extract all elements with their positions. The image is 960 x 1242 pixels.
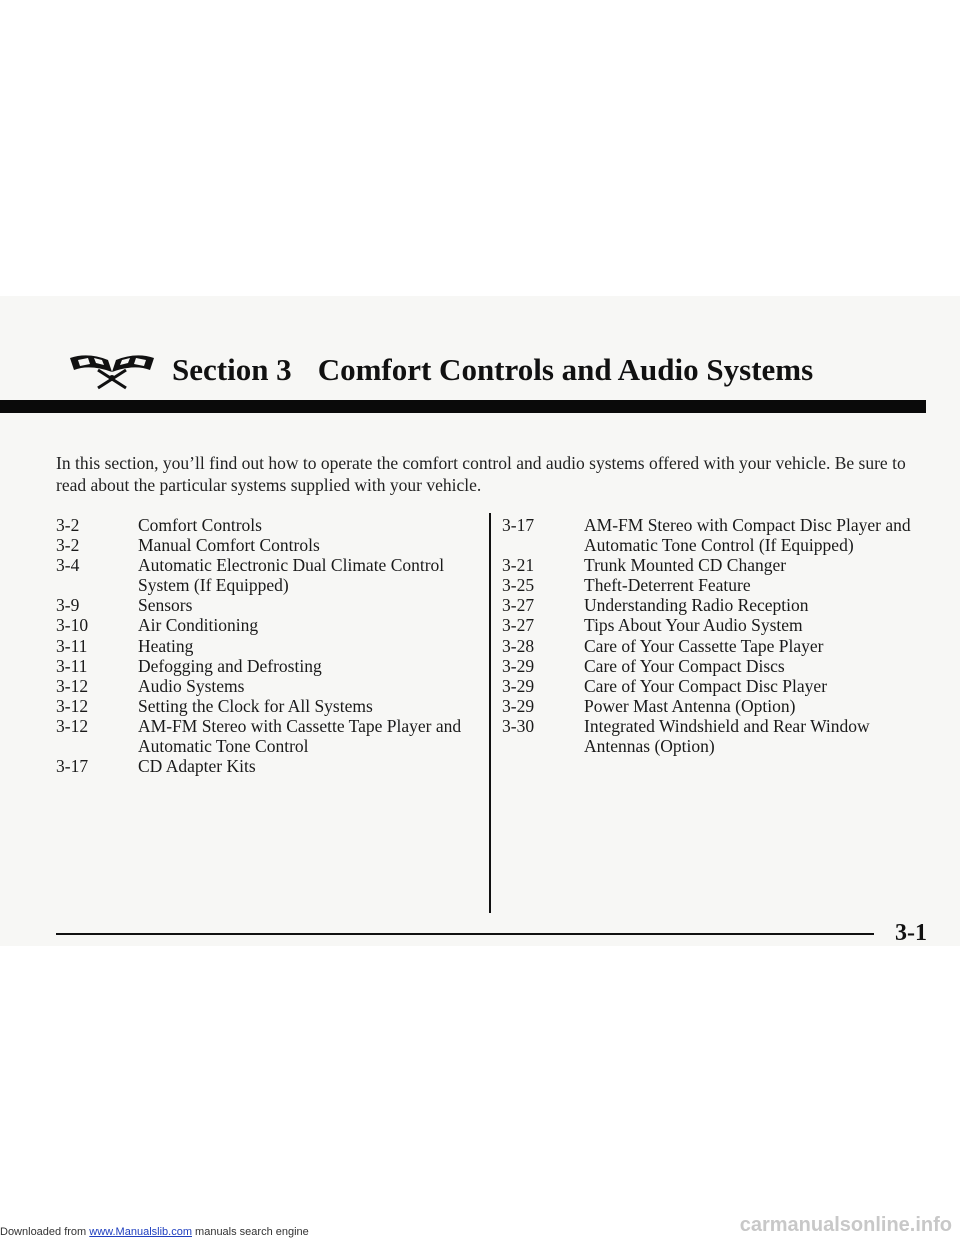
section-title	[172, 352, 813, 388]
toc-entry-title	[138, 656, 486, 676]
toc-entry-line: Tips About Your Audio System	[584, 615, 803, 636]
toc-entry	[502, 575, 942, 595]
toc-page-ref: 3-17	[502, 515, 535, 535]
toc-page-ref: 3-30	[502, 715, 535, 736]
download-footer	[0, 1226, 309, 1238]
toc-page-ref: 3-11	[56, 655, 88, 676]
toc-page-ref: 3-29	[502, 695, 535, 716]
toc-page-ref: 3-2	[56, 535, 80, 556]
toc-entry-title	[584, 716, 942, 756]
toc-page-ref: 3-12	[56, 695, 89, 716]
toc-right-column	[502, 515, 942, 756]
toc-entry-line: AM-FM Stereo with Cassette Tape Player and	[138, 715, 462, 736]
toc-entry-line: Theft-Deterrent Feature	[584, 575, 751, 596]
toc-entry-line: Setting the Clock for All Systems	[138, 695, 373, 716]
toc-entry	[502, 696, 942, 716]
toc-entry-title	[584, 656, 942, 676]
toc-entry-title	[138, 515, 486, 535]
toc-page-ref: 3-25	[502, 575, 535, 596]
toc-entry-title	[138, 756, 486, 776]
toc-page-ref: 3-11	[56, 635, 88, 656]
watermark: carmanualsonline.info	[739, 1214, 952, 1236]
page-number: 3-1	[895, 920, 927, 946]
toc-entry-line: Care of Your Compact Disc Player	[584, 675, 828, 696]
toc-page-ref: 3-29	[502, 655, 535, 676]
manualslib-link[interactable]: www.Manualslib.com	[89, 1226, 192, 1238]
toc-entry	[56, 756, 486, 776]
toc-page-ref: 3-12	[56, 675, 89, 696]
crossed-flags-logo-icon	[68, 350, 156, 390]
toc-entry	[56, 555, 486, 595]
toc-entry-title	[138, 535, 486, 555]
toc-entry-line: Audio Systems	[138, 675, 245, 696]
toc-page-ref: 3-4	[56, 555, 80, 576]
toc-page-ref: 3-17	[56, 756, 89, 777]
toc-entry	[56, 676, 486, 696]
toc-entry-line: Antennas (Option)	[584, 736, 715, 757]
toc-page-ref: 3-27	[502, 615, 535, 636]
toc-entry-line: Trunk Mounted CD Changer	[584, 555, 787, 576]
toc-entry-title	[584, 696, 942, 716]
toc-page-ref: 3-21	[502, 555, 535, 576]
toc-entry-line: Air Conditioning	[138, 615, 259, 636]
toc-entry-line: CD Adapter Kits	[138, 756, 256, 777]
toc-entry	[502, 656, 942, 676]
section-number: Section 3	[172, 352, 292, 387]
toc-left-column	[56, 515, 486, 776]
footer-prefix: Downloaded from	[0, 1226, 90, 1238]
toc-entry-title	[138, 615, 486, 635]
section-header	[68, 345, 813, 395]
toc-entry-title	[584, 595, 942, 615]
toc-page-ref: 3-12	[56, 715, 89, 736]
toc-entry	[502, 716, 942, 756]
footer-suffix: manuals search engine	[191, 1226, 309, 1238]
toc-page-ref: 3-2	[56, 515, 80, 535]
toc-entry-line: Automatic Tone Control (If Equipped)	[584, 535, 854, 556]
header-rule	[0, 400, 926, 413]
toc-page-ref: 3-27	[502, 595, 535, 616]
toc-entry-line: Power Mast Antenna (Option)	[584, 695, 796, 716]
toc-page-ref: 3-9	[56, 595, 80, 616]
toc-entry-line: Heating	[138, 635, 194, 656]
intro-paragraph: In this section, you’ll find out how to operate the comfort control and audio systems offered with your vehicle. Be sure to read about the particular systems supplied with your vehicle.	[56, 453, 906, 495]
column-divider	[489, 513, 491, 913]
toc-page-ref: 3-29	[502, 675, 535, 696]
toc-entry	[56, 656, 486, 676]
toc-entry	[502, 555, 942, 575]
toc-entry-title	[138, 696, 486, 716]
toc-entry-line: Care of Your Compact Discs	[584, 655, 785, 676]
toc-entry	[56, 535, 486, 555]
toc-entry	[502, 515, 942, 555]
toc-entry-line: Automatic Electronic Dual Climate Control	[138, 555, 445, 576]
toc-entry	[56, 696, 486, 716]
toc-entry-title	[138, 555, 486, 595]
toc-entry-line: System (If Equipped)	[138, 575, 289, 596]
toc-entry-line: Automatic Tone Control	[138, 736, 309, 757]
toc-entry	[56, 615, 486, 635]
toc-entry-title	[584, 615, 942, 635]
toc-page-ref: 3-10	[56, 615, 89, 636]
toc-entry-line: Integrated Windshield and Rear Window	[584, 715, 870, 736]
toc-entry-title	[584, 555, 942, 575]
toc-entry-title	[138, 636, 486, 656]
toc-entry-title	[138, 595, 486, 615]
toc-entry	[502, 676, 942, 696]
section-name: Comfort Controls and Audio Systems	[317, 352, 814, 387]
toc-page-ref: 3-28	[502, 635, 535, 656]
toc-entry-line: Sensors	[138, 595, 193, 616]
toc-entry	[502, 615, 942, 635]
toc-entry-title	[584, 636, 942, 656]
toc-entry-title	[138, 716, 486, 756]
footer-rule	[56, 933, 874, 935]
toc-entry-line: Care of Your Cassette Tape Player	[584, 635, 824, 656]
toc-entry-line: Defogging and Defrosting	[138, 655, 322, 676]
toc-entry-line: AM-FM Stereo with Compact Disc Player and	[584, 515, 911, 535]
toc-entry-title	[584, 515, 942, 555]
toc-entry-title	[584, 575, 942, 595]
toc-entry-line: Comfort Controls	[138, 515, 262, 535]
toc-entry	[502, 636, 942, 656]
toc-entry	[56, 716, 486, 756]
toc-entry	[56, 595, 486, 615]
toc-entry-title	[138, 676, 486, 696]
toc-entry-line: Manual Comfort Controls	[138, 535, 320, 556]
toc-entry	[56, 636, 486, 656]
toc-entry	[56, 515, 486, 535]
toc-entry-title	[584, 676, 942, 696]
toc-entry-line: Understanding Radio Reception	[584, 595, 809, 616]
toc-entry	[502, 595, 942, 615]
